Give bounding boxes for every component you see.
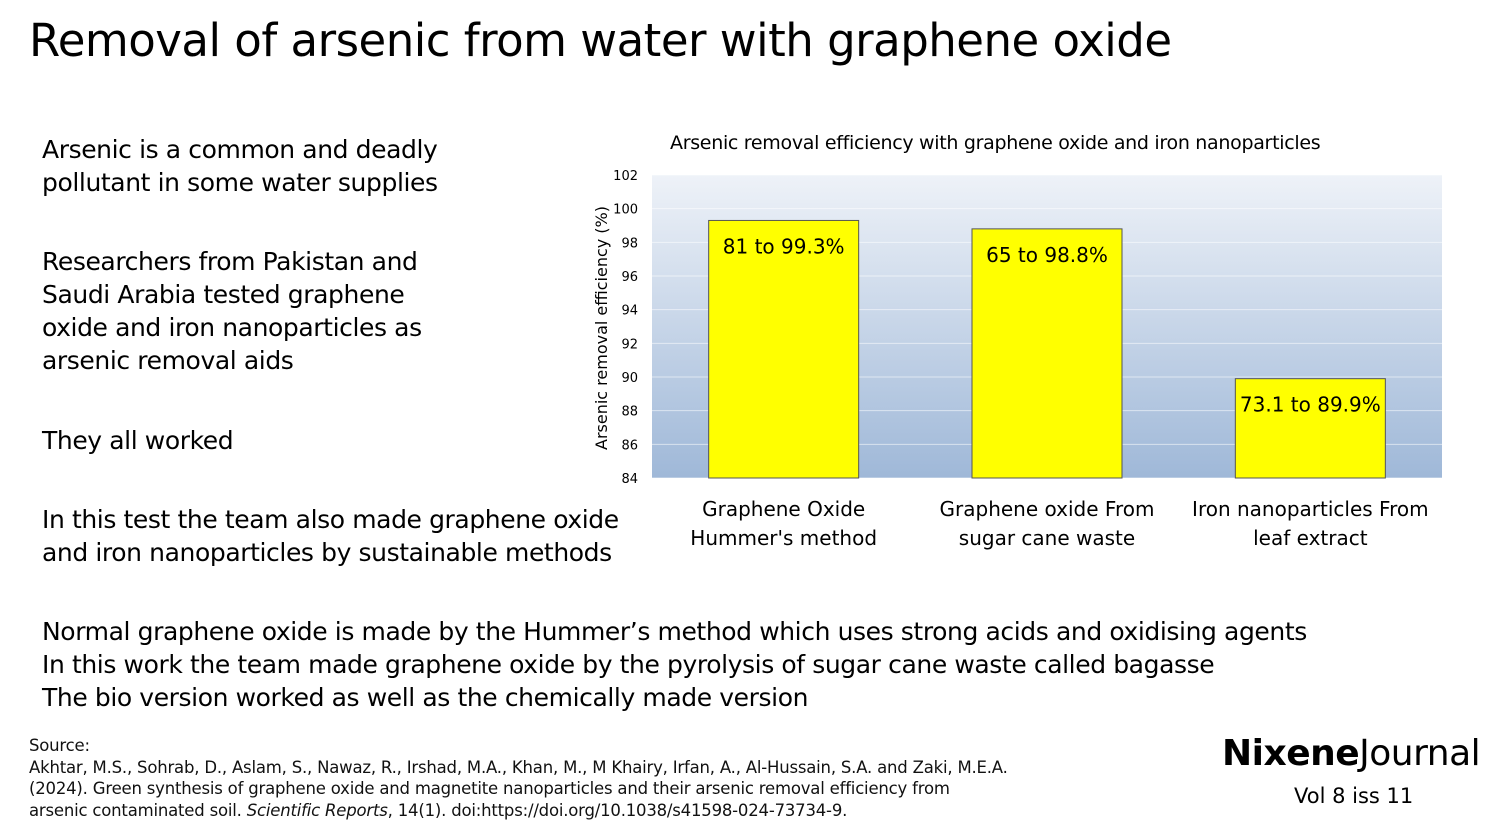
y-tick-label: 84 xyxy=(621,472,638,487)
brand-light: Journal xyxy=(1359,733,1481,774)
text-line: Researchers from Pakistan and xyxy=(42,247,418,276)
y-tick-label: 92 xyxy=(621,337,638,353)
text-line: The bio version worked as well as the chemically made version xyxy=(42,683,809,712)
citation-text: arsenic contaminated soil. xyxy=(29,800,247,820)
chart-title: Arsenic removal efficiency with graphene oxide and iron nanoparticles xyxy=(670,132,1321,154)
data-label: 65 to 98.8% xyxy=(986,242,1108,267)
text-line: and iron nanoparticles by sustainable methods xyxy=(42,538,612,567)
x-category-label: sugar cane waste xyxy=(958,526,1136,550)
researchers-paragraph xyxy=(42,245,422,377)
y-tick-label: 94 xyxy=(621,303,638,319)
result-paragraph xyxy=(42,424,233,457)
brand-bold: Nixene xyxy=(1222,733,1360,774)
source-citation xyxy=(29,735,1008,821)
y-tick-label: 100 xyxy=(613,202,638,218)
data-label: 81 to 99.3% xyxy=(722,234,845,259)
bar-chart xyxy=(585,125,1465,565)
sustainable-paragraph xyxy=(42,503,619,569)
text-line: Normal graphene oxide is made by the Hummer’s method which uses strong acids and oxidising agents xyxy=(42,617,1307,646)
text-line: In this work the team made graphene oxide by the pyrolysis of sugar cane waste called bagasse xyxy=(42,650,1215,679)
text-line: They all worked xyxy=(42,426,234,455)
issue-number: Vol 8 iss 11 xyxy=(1294,784,1414,808)
text-line: In this test the team also made graphene oxide xyxy=(42,505,619,534)
citation-line xyxy=(29,800,1008,822)
source-label: Source: xyxy=(29,736,90,755)
y-tick-label: 102 xyxy=(613,169,638,184)
journal-name: Scientific Reports xyxy=(246,800,388,820)
y-tick-label: 90 xyxy=(621,371,638,386)
citation-text: , 14(1). doi:https://doi.org/10.1038/s41598-024-73734-9. xyxy=(387,800,848,820)
brand-logo xyxy=(1222,733,1480,774)
x-category-label: Graphene oxide From xyxy=(939,497,1155,521)
x-category-label: Graphene Oxide xyxy=(702,497,866,521)
data-label: 73.1 to 89.9% xyxy=(1239,392,1381,417)
y-axis-label: Arsenic removal efficiency (%) xyxy=(592,206,611,450)
intro-paragraph xyxy=(42,133,438,199)
text-line: arsenic removal aids xyxy=(42,346,294,375)
y-tick-label: 86 xyxy=(621,438,638,454)
summary-block xyxy=(42,615,1307,714)
text-line: pollutant in some water supplies xyxy=(42,168,438,197)
x-category-label: Hummer's method xyxy=(690,526,878,550)
x-category-label: Iron nanoparticles From xyxy=(1192,497,1429,521)
bar xyxy=(709,220,859,478)
y-tick-label: 96 xyxy=(621,270,638,285)
y-tick-label: 88 xyxy=(621,404,638,420)
text-line: Saudi Arabia tested graphene xyxy=(42,280,405,309)
text-line: oxide and iron nanoparticles as xyxy=(42,313,422,342)
y-tick-label: 98 xyxy=(621,236,638,252)
citation-line: (2024). Green synthesis of graphene oxide and magnetite nanoparticles and their arsenic removal efficiency from xyxy=(29,779,950,798)
slide-title: Removal of arsenic from water with graphene oxide xyxy=(29,14,1172,67)
citation-line: Akhtar, M.S., Sohrab, D., Aslam, S., Nawaz, R., Irshad, M.A., Khan, M., M Khairy, Irfan, A., Al-Hussain, S.A. and Zaki, M.E.A. xyxy=(29,757,1008,777)
x-category-label: leaf extract xyxy=(1253,526,1368,550)
text-line: Arsenic is a common and deadly xyxy=(42,135,438,164)
